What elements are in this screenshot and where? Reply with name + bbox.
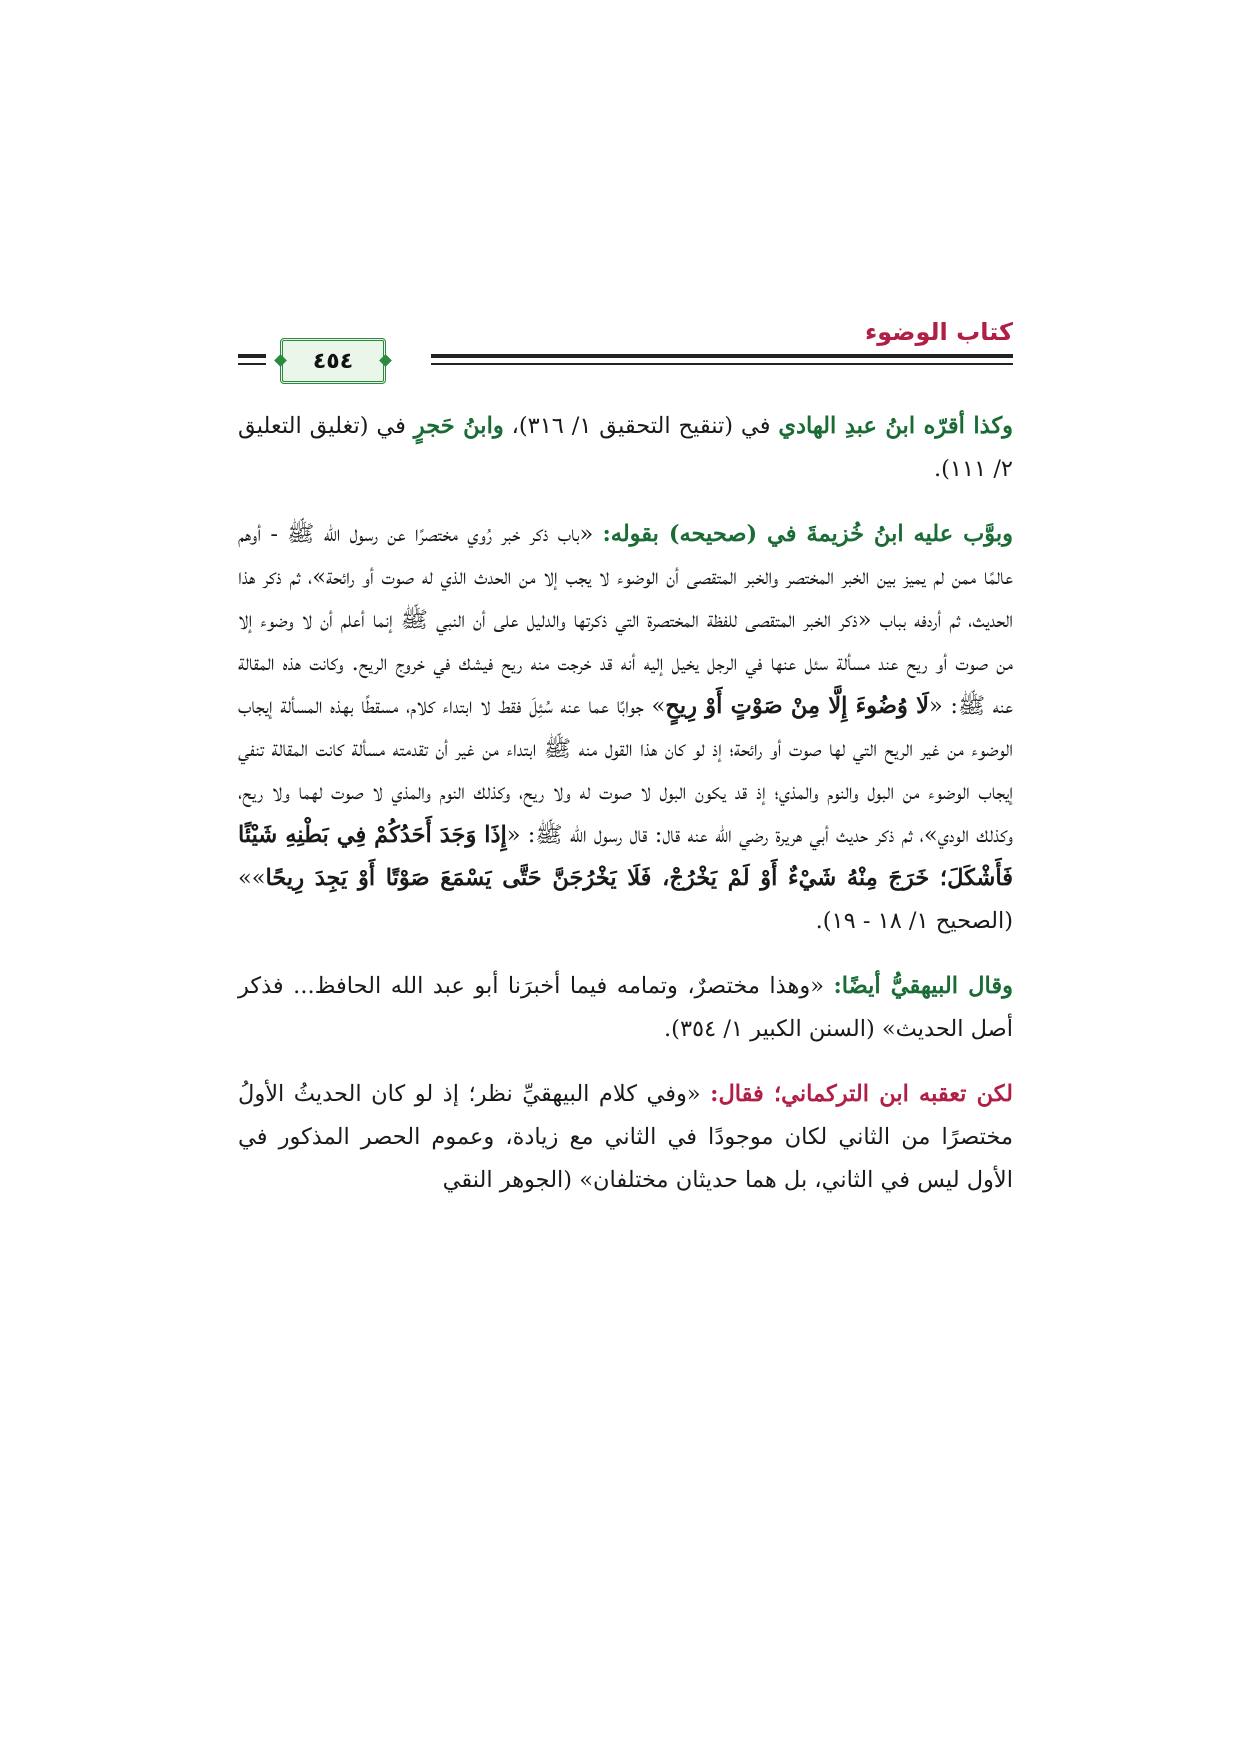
paragraph	[238, 405, 1013, 491]
text-segment: وابنُ حَجرٍ	[413, 413, 504, 439]
page-number-badge	[280, 338, 386, 384]
text-segment: وبوَّب عليه ابنُ خُزيمةَ في (صحيحه) بقوله:	[602, 521, 1013, 547]
text-segment: » جوابًا عما عنه سُئِلَ فقط لا ابتداء كلام، مسقطًا بهذه المسألة إيجاب الوضوء من غير الريح التي لها صوت أو رائحة؛ إذ لو كان هذا القول منه ﷺ ابتداء من غير أن تقدمته مسألة كانت المقالة تنفي إيجاب الوضوء من البول والنوم والمذي؛ إذ قد يكون البول لا صوت له ولا ريح، وكذلك النوم والمذي لا صوت لهما ولا ريح، وكذلك الودي»، ثم ذكر حديث أبي هريرة رضي الله عنه قال: قال رسول الله ﷺ: «	[238, 693, 1013, 848]
page-header	[238, 318, 1013, 378]
text-segment: لكن تعقبه ابن التركماني؛ فقال:	[710, 1081, 1013, 1107]
text-segment: في (تنقيح التحقيق ١/ ٣١٦)،	[503, 413, 779, 439]
text-segment: »» (الصحيح ١/ ١٨ - ١٩).	[238, 865, 1013, 934]
paragraph	[238, 513, 1013, 943]
text-segment: «وفي كلام البيهقيِّ نظر؛ إذ لو كان الحديثُ الأولُ مختصرًا من الثاني لكان موجودًا في الثاني مع زيادة، وعموم الحصر المذكور في الأول ليس في الثاني، بل هما حديثان مختلفان» (الجوهر النقي	[238, 1081, 1013, 1193]
hadith-text: إِذَا وَجَدَ أَحَدُكُمْ فِي بَطْنِهِ شَيْئًا فَأَشْكَلَ؛ خَرَجَ مِنْهُ شَيْءٌ أَوْ لَمْ يَخْرُجْ، فَلَا يَخْرُجَنَّ حَتَّى يَسْمَعَ صَوْتًا أَوْ يَجِدَ رِيحًا	[238, 822, 1013, 891]
text-segment: في (تغليق التعليق ٢/ ١١١).	[238, 413, 1013, 482]
text-segment: وكذا أقرّه ابنُ عبدِ الهادي	[778, 413, 1014, 439]
hadith-text: لَا وُضُوءَ إِلَّا مِنْ صَوْتٍ أَوْ رِيحٍ	[665, 693, 929, 719]
text-segment: وقال البيهقيُّ أيضًا:	[833, 973, 1013, 999]
chapter-title: كتاب الوضوء	[864, 318, 1013, 346]
paragraph	[238, 965, 1013, 1051]
header-rule	[238, 363, 266, 365]
page-number: ٤٥٤	[312, 348, 354, 374]
header-rule	[431, 354, 1013, 358]
page-body	[238, 405, 1013, 1224]
text-segment: «باب ذكر خبر رُوي مختصرًا عن رسول الله ﷺ - أوهم عالمًا ممن لم يميز بين الخبر المختصر والخبر المتقصى أن الوضوء لا يجب إلا من الحدث الذي له صوت أو رائحة»، ثم ذكر هذا الحديث، ثم أردفه بباب «ذكر الخبر المتقصى للفظة المختصرة التي ذكرتها والدليل على أن النبي ﷺ إنما أعلم أن لا وضوء إلا من صوت أو ريح عند مسألة سئل عنها في الرجل يخيل إليه أنه قد خرجت منه ريح فيشك في خروج الريح. وكانت هذه المقالة عنه ﷺ: «	[238, 521, 1013, 719]
paragraph	[238, 1073, 1013, 1202]
header-rule	[431, 363, 1013, 365]
text-segment: «وهذا مختصرٌ، وتمامه فيما أخبرَنا أبو عبد الله الحافظ... فذكر أصل الحديث» (السنن الكبير ١/ ٣٥٤).	[238, 973, 1013, 1042]
header-rule	[238, 354, 266, 358]
